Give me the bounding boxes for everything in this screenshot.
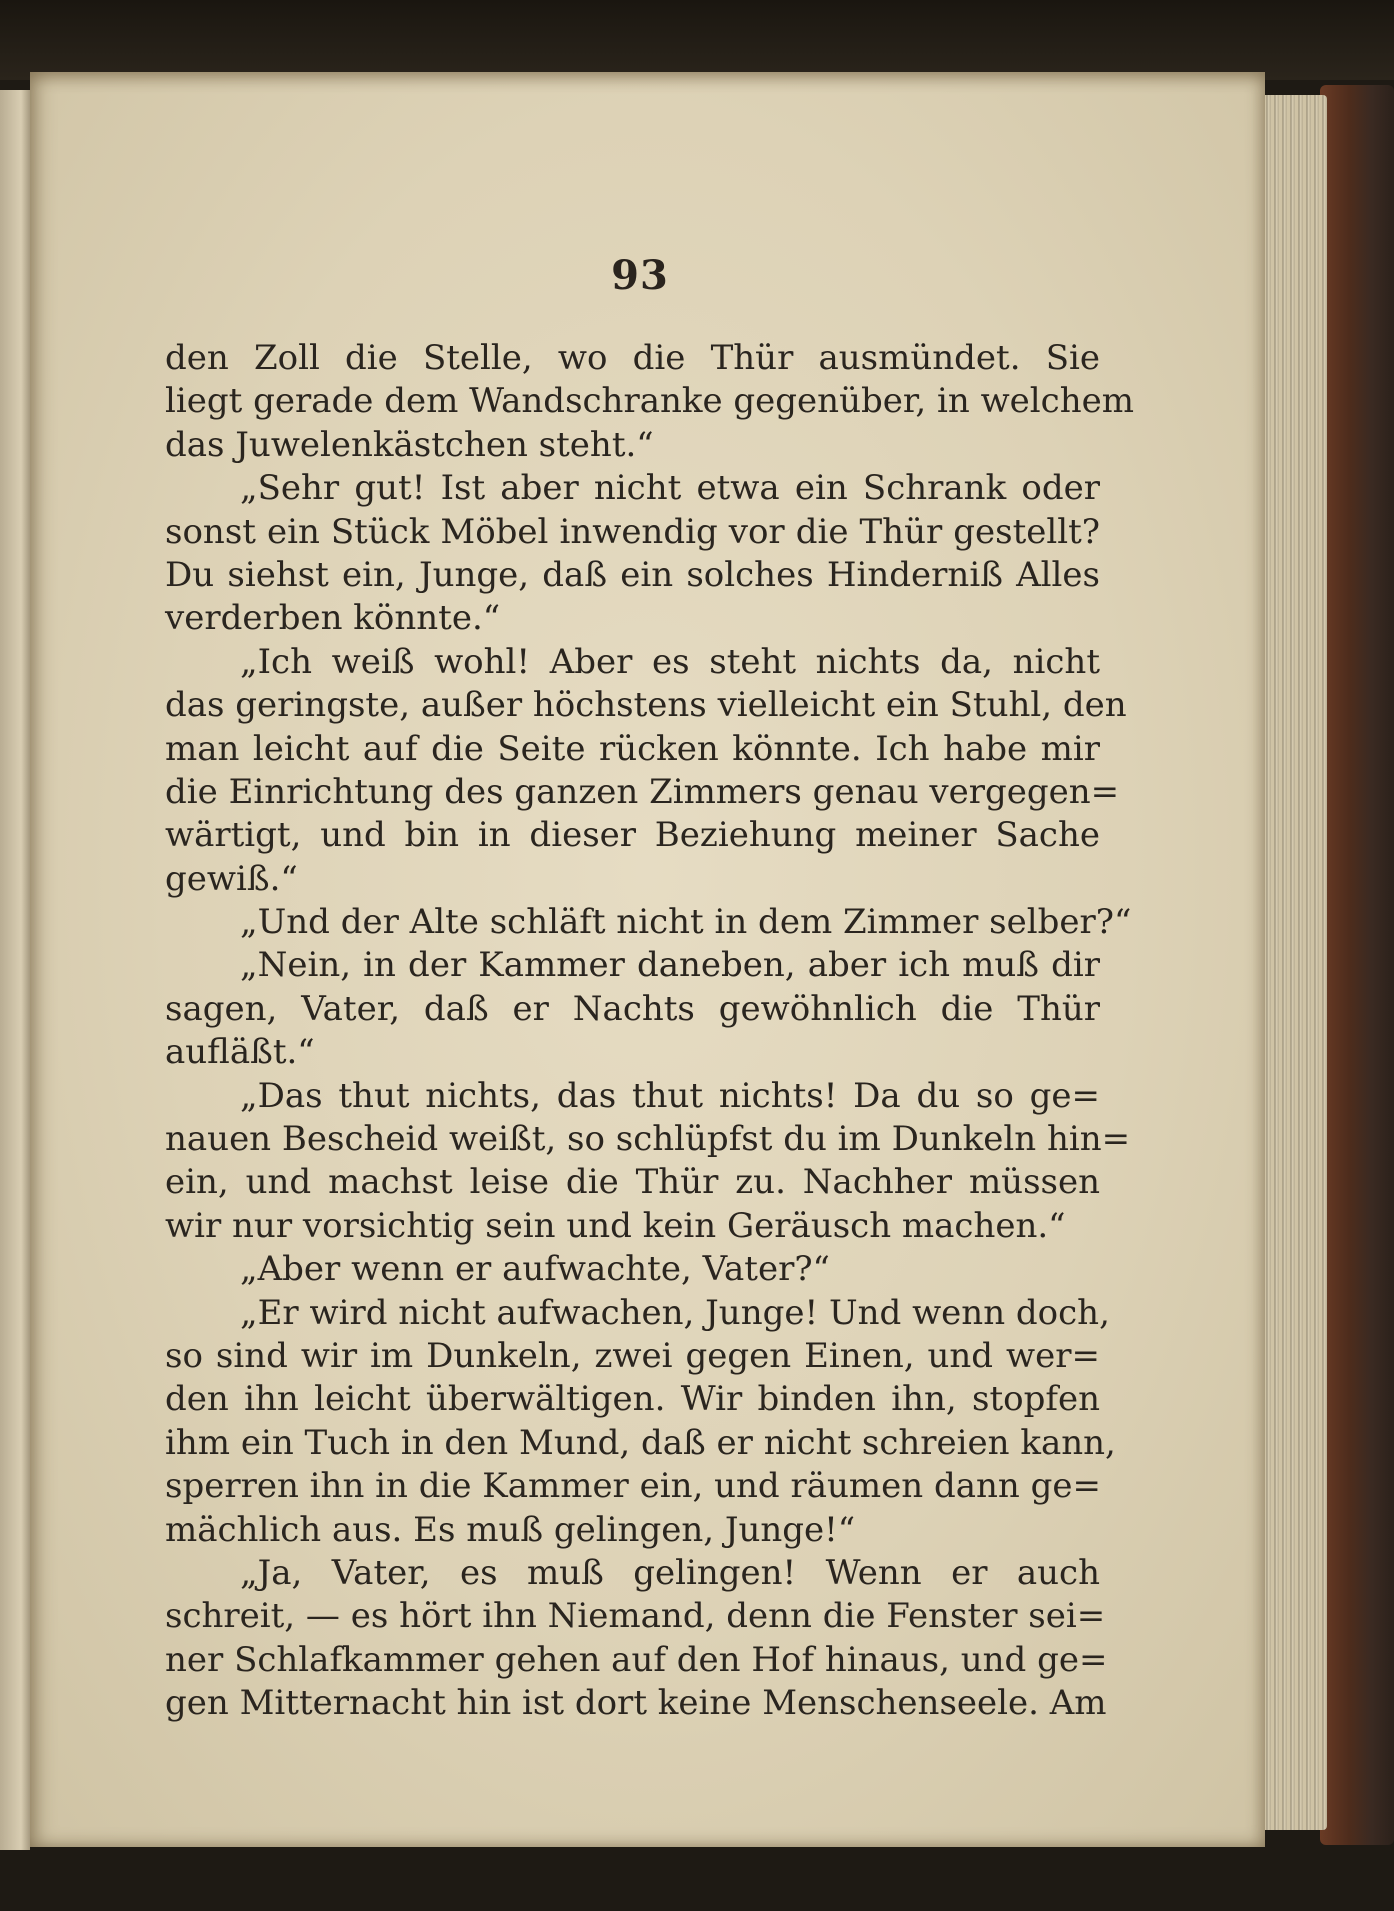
text-line: „Das thut nichts, das thut nichts! Da du so ge=: [240, 1075, 1100, 1116]
text-line: gen Mitternacht hin ist dort keine Menschenseele. Am: [165, 1683, 1107, 1724]
text-line: den Zoll die Stelle, wo die Thür ausmündet. Sie: [165, 338, 1100, 378]
text-line: das geringste, außer höchstens vielleicht ein Stuhl, den: [165, 685, 1127, 726]
text-line: gewiß.“: [165, 858, 298, 899]
text-line: die Einrichtung des ganzen Zimmers genau vergegen=: [165, 771, 1120, 812]
text-line: „Aber wenn er aufwachte, Vater?“: [240, 1249, 830, 1290]
text-line: ihm ein Tuch in den Mund, daß er nicht schreien kann,: [165, 1422, 1116, 1463]
text-line: „Ich weiß wohl! Aber es steht nichts da, nicht: [240, 641, 1100, 682]
text-line: den ihn leicht überwältigen. Wir binden ihn, stopfen: [165, 1379, 1100, 1420]
text-line: sperren ihn in die Kammer ein, und räumen dann ge=: [165, 1466, 1101, 1507]
text-line: ein, und machst leise die Thür zu. Nachher müssen: [165, 1162, 1100, 1203]
text-line: aufläßt.“: [165, 1032, 315, 1073]
text-line: „Er wird nicht aufwachen, Junge! Und wenn doch,: [240, 1292, 1110, 1333]
book-cover-top: [0, 0, 1394, 80]
text-line: „Ja, Vater, es muß gelingen! Wenn er auch: [240, 1552, 1100, 1593]
text-line: verderben könnte.“: [165, 598, 501, 639]
text-line: „Und der Alte schläft nicht in dem Zimmer selber?“: [240, 902, 1132, 943]
text-line: schreit, — es hört ihn Niemand, denn die Fenster sei=: [165, 1596, 1106, 1637]
text-line: nauen Bescheid weißt, so schlüpfst du im Dunkeln hin=: [165, 1119, 1131, 1160]
page-number: 93: [611, 252, 669, 299]
text-line: „Nein, in der Kammer daneben, aber ich muß dir: [240, 945, 1100, 986]
text-line: man leicht auf die Seite rücken könnte. Ich habe mir: [165, 728, 1100, 769]
text-line: sagen, Vater, daß er Nachts gewöhnlich die Thür: [165, 988, 1100, 1029]
text-line: ner Schlafkammer gehen auf den Hof hinaus, und ge=: [165, 1639, 1108, 1680]
text-line: das Juwelenkästchen steht.“: [165, 424, 654, 465]
text-line: liegt gerade dem Wandschranke gegenüber, in welchem: [165, 381, 1134, 422]
text-line: so sind wir im Dunkeln, zwei gegen Einen, und wer=: [165, 1335, 1100, 1376]
text-line: wir nur vorsichtig sein und kein Geräusch machen.“: [165, 1205, 1066, 1246]
book-cover-right: [1320, 85, 1394, 1845]
text-line: Du siehst ein, Junge, daß ein solches Hinderniß Alles: [165, 554, 1100, 595]
book-page: [30, 72, 1265, 1847]
text-line: mächlich aus. Es muß gelingen, Junge!“: [165, 1509, 856, 1550]
left-page-edge: [0, 90, 30, 1850]
page-stack-edges: [1255, 95, 1327, 1830]
text-line: sonst ein Stück Möbel inwendig vor die Thür gestellt?: [165, 511, 1100, 552]
text-line: wärtigt, und bin in dieser Beziehung meiner Sache: [165, 815, 1100, 856]
text-line: „Sehr gut! Ist aber nicht etwa ein Schrank oder: [240, 468, 1100, 509]
page-text-block: [165, 337, 1134, 1726]
